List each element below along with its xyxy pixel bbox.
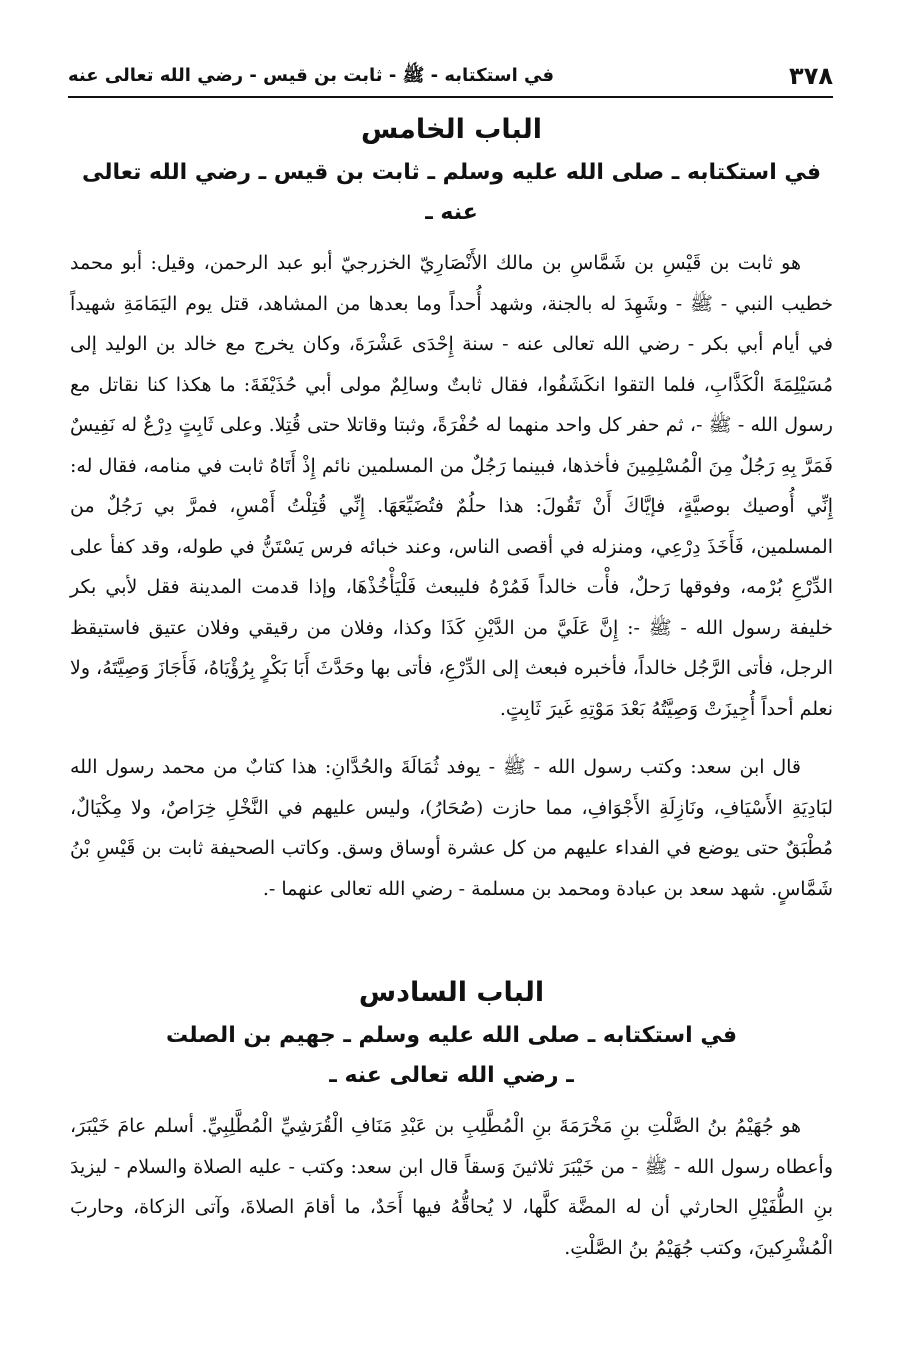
page-number: ٣٧٨	[789, 62, 833, 90]
chapter-6-subtitle-line-2: ـ رضي الله تعالى عنه ـ	[329, 1063, 574, 1088]
chapter-6-title: الباب السادس	[358, 977, 545, 1008]
chapter-5-title: الباب الخامس	[361, 114, 542, 145]
chapter-6-subtitle-line-1: في استكتابه ـ صلى الله عليه وسلم ـ جهيم بن الصلت	[165, 1023, 737, 1048]
page-content	[70, 108, 833, 1268]
running-header	[68, 58, 833, 98]
chapter-6-paragraph-1: هو جُهَيْمُ بنُ الصَّلْتِ بنِ مَخْرَمَةَ بنِ الْمُطَّلِبِ بن عَبْدِ مَنَافِ الْقُرَشِيِّ الْمُطَّلِبِيِّ. أسلم عامَ خَيْبَرَ، وأعطاه رسول الله - ﷺ - من خَيْبَرَ ثلاثينَ وَسقاً قال ابن سعد: وكتب - عليه الصلاة والسلام - ليزيدَ بنِ الطُّفَيْلِ الحارثي أن له المضَّة كلَّها، لا يُحاقُّهُ فيها أَحَدٌ، ما أقامَ الصلاةَ، وآتى الزكاة، وحاربَ الْمُشْرِكينَ، وكتب جُهَيْمُ بنُ الصَّلْتِ.	[70, 1115, 833, 1259]
chapter-5-paragraph-1: هو ثابت بن قَيْسِ بن شَمَّاسِ بن مالك الأَنْصَارِيّ الخزرجيّ أبو عبد الرحمن، وقيل: أبو محمد خطيب النبي - ﷺ - وشَهِدَ له بالجنة، وشهد أُحداً وما بعدها من المشاهد، قتل يوم اليَمَامَةِ شهيداً في أيام أبي بكر - رضي الله تعالى عنه - سنة إِحْدَى عَشْرَةَ، وكان يخرج مع خالد بن الوليد إلى مُسَيْلِمَةَ الْكَذَّابِ، فلما التقوا انكَشَفُوا، فقال ثابتٌ وسالِمٌ مولى أبي حُذَيْفَةَ: ما هكذا كنا نقاتل مع رسول الله - ﷺ -، ثم حفر كل واحد منهما له حُفْرَةً، وثبتا وقاتلا حتى قُتِلا. وعلى ثَابِتٍ دِرْعٌ له نَفِيسٌ فَمَرَّ بِهِ رَجُلٌ مِنَ الْمُسْلِمِينَ فأخذها، فبينما رَجُلٌ من المسلمين نائم إِذْ أَتَاهُ ثابت في منامه، فقال له: إِنِّي أُوصيك بوصيَّةٍ، فإيَّاكَ أَنْ تَقُولَ: هذا حلُمٌ فتُضَيِّعَهَا. إِنِّي قُتِلْتُ أَمْسِ، فمرَّ بي رَجُلٌ من المسلمين، فَأَخَذَ دِرْعِي، ومنزله في أقصى الناس، وعند خبائه فرس يَسْتَنُّ في طوله، وقد كفأ على الدِّرْعِ بُرْمه، وفوقها رَحلٌ، فأْت خالداً فَمُرْهُ فليبعث فَلْيَأْخُذْهَا، وإذا قدمت المدينة فقل لأبي بكر خليفة رسول الله - ﷺ -: إِنَّ عَلَيَّ من الدَّيْنِ كَذَا وكذا، وفلان من رقيقي وفلان عتيق فاستيقظ الرجل، فأتى الرَّجُل خالداً، فأخبره فبعث إلى الدِّرْعِ، فأتى بها وحَدَّثَ أَبَا بَكْرٍ بِرُؤْيَاهُ، فَأَجَازَ وَصِيَّتَهُ، ولا نعلم أحداً أُجِيزَتْ وَصِيَّتُهُ بَعْدَ مَوْتِهِ غَيرَ ثَابِتٍ.	[70, 252, 833, 720]
chapter-5-subtitle: في استكتابه ـ صلى الله عليه وسلم ـ ثابت بن قيس ـ رضي الله تعالى عنه ـ	[81, 160, 822, 225]
chapter-6-subtitle	[70, 1016, 833, 1096]
chapter-5-paragraph-2: قال ابن سعد: وكتب رسول الله - ﷺ - يوفد ثُمَالَةَ والحُدَّانِ: هذا كتابٌ من محمد رسول الله لبَادِيَةِ الأَسْيَافِ، ونَازِلَةِ الأَجْوَافِ، مما حازت (صُحَارُ)، وليس عليهم في النَّخْلِ خِرَاصٌ، ولا مِكْيَالٌ، مُطْبَقٌ حتى يوضع في الفداء عليهم من كل عشرة أوساق وسق. وكاتب الصحيفة ثابت بن قَيْسِ بْنُ شَمَّاسٍ. شهد سعد بن عبادة ومحمد بن مسلمة - رضي الله تعالى عنهما -.	[70, 756, 833, 900]
running-title: في استكتابه - ﷺ - ثابت بن قيس - رضي الله تعالى عنه	[68, 65, 555, 86]
